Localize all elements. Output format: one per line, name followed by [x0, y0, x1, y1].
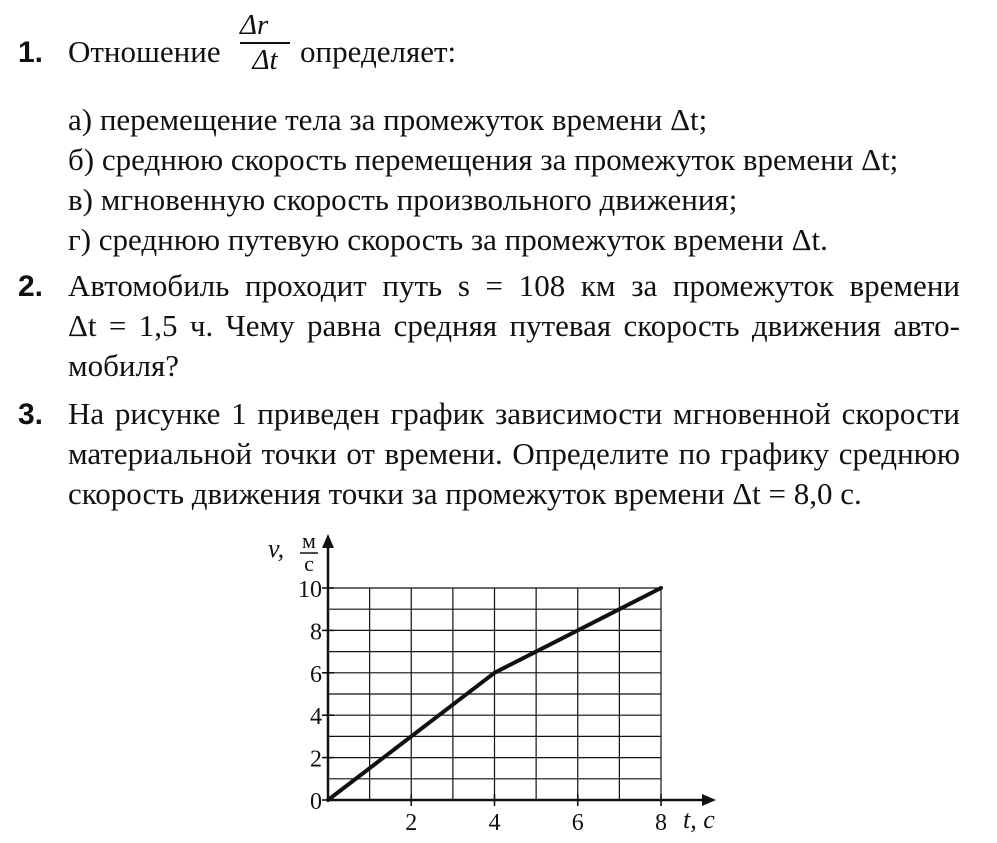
y-axis-arrow — [322, 534, 334, 548]
option-c: в) мгновенную скорость произвольного движения; — [68, 182, 738, 217]
y-axis-unit-denominator: с — [304, 551, 314, 576]
y-tick-label: 4 — [310, 704, 322, 731]
x-tick-label: 8 — [655, 810, 667, 836]
y-tick-label: 8 — [310, 619, 322, 646]
option-a: а) перемещение тела за промежуток времени Δt; — [68, 102, 708, 137]
y-tick-label: 10 — [298, 577, 322, 603]
fraction-numerator: Δr⃗ — [240, 9, 291, 41]
problem-2-line-3: мобиля? — [68, 348, 179, 383]
y-tick-label: 2 — [310, 746, 322, 773]
option-b: б) среднюю скорость перемещения за промежуток времени Δt; — [68, 142, 899, 177]
problem-3-line-1: На рисунке 1 приведен график зависимости мгновенной скорости — [68, 396, 960, 431]
x-tick-label: 2 — [405, 810, 418, 836]
velocity-series-point — [660, 587, 663, 590]
velocity-series-point — [493, 671, 496, 674]
problem-1-lead: Отношение — [68, 34, 221, 69]
problem-3-number: 3. — [18, 398, 44, 431]
y-axis-unit-numerator: м — [302, 528, 316, 553]
option-d: г) среднюю путевую скорость за промежуток времени Δt. — [68, 222, 828, 257]
problem-1-tail: определяет: — [300, 34, 457, 69]
x-tick-label: 4 — [488, 810, 501, 836]
problem-2-number: 2. — [18, 270, 44, 303]
x-axis-label: t, с — [683, 805, 715, 834]
fraction-denominator: Δt — [252, 44, 278, 76]
problem-2-line-2: Δt = 1,5 ч. Чему равна средняя путевая скорость движения авто- — [68, 308, 960, 343]
problem-3-line-2: материальной точки от времени. Определите по графику среднюю — [68, 436, 960, 471]
y-tick-label: 0 — [310, 789, 322, 815]
problem-3-line-3: скорость движения точки за промежуток времени Δt = 8,0 с. — [68, 476, 862, 511]
y-axis-symbol: v, — [268, 534, 285, 563]
problem-2-line-1: Автомобиль проходит путь s = 108 км за промежуток времени — [68, 268, 960, 303]
velocity-series-point — [327, 799, 330, 802]
problem-1-number: 1. — [18, 36, 44, 69]
y-tick-label: 6 — [310, 661, 322, 688]
chart-axes — [322, 534, 716, 806]
x-tick-label: 6 — [571, 810, 584, 836]
chart-grid — [328, 588, 661, 800]
chart-ticks — [298, 577, 667, 836]
